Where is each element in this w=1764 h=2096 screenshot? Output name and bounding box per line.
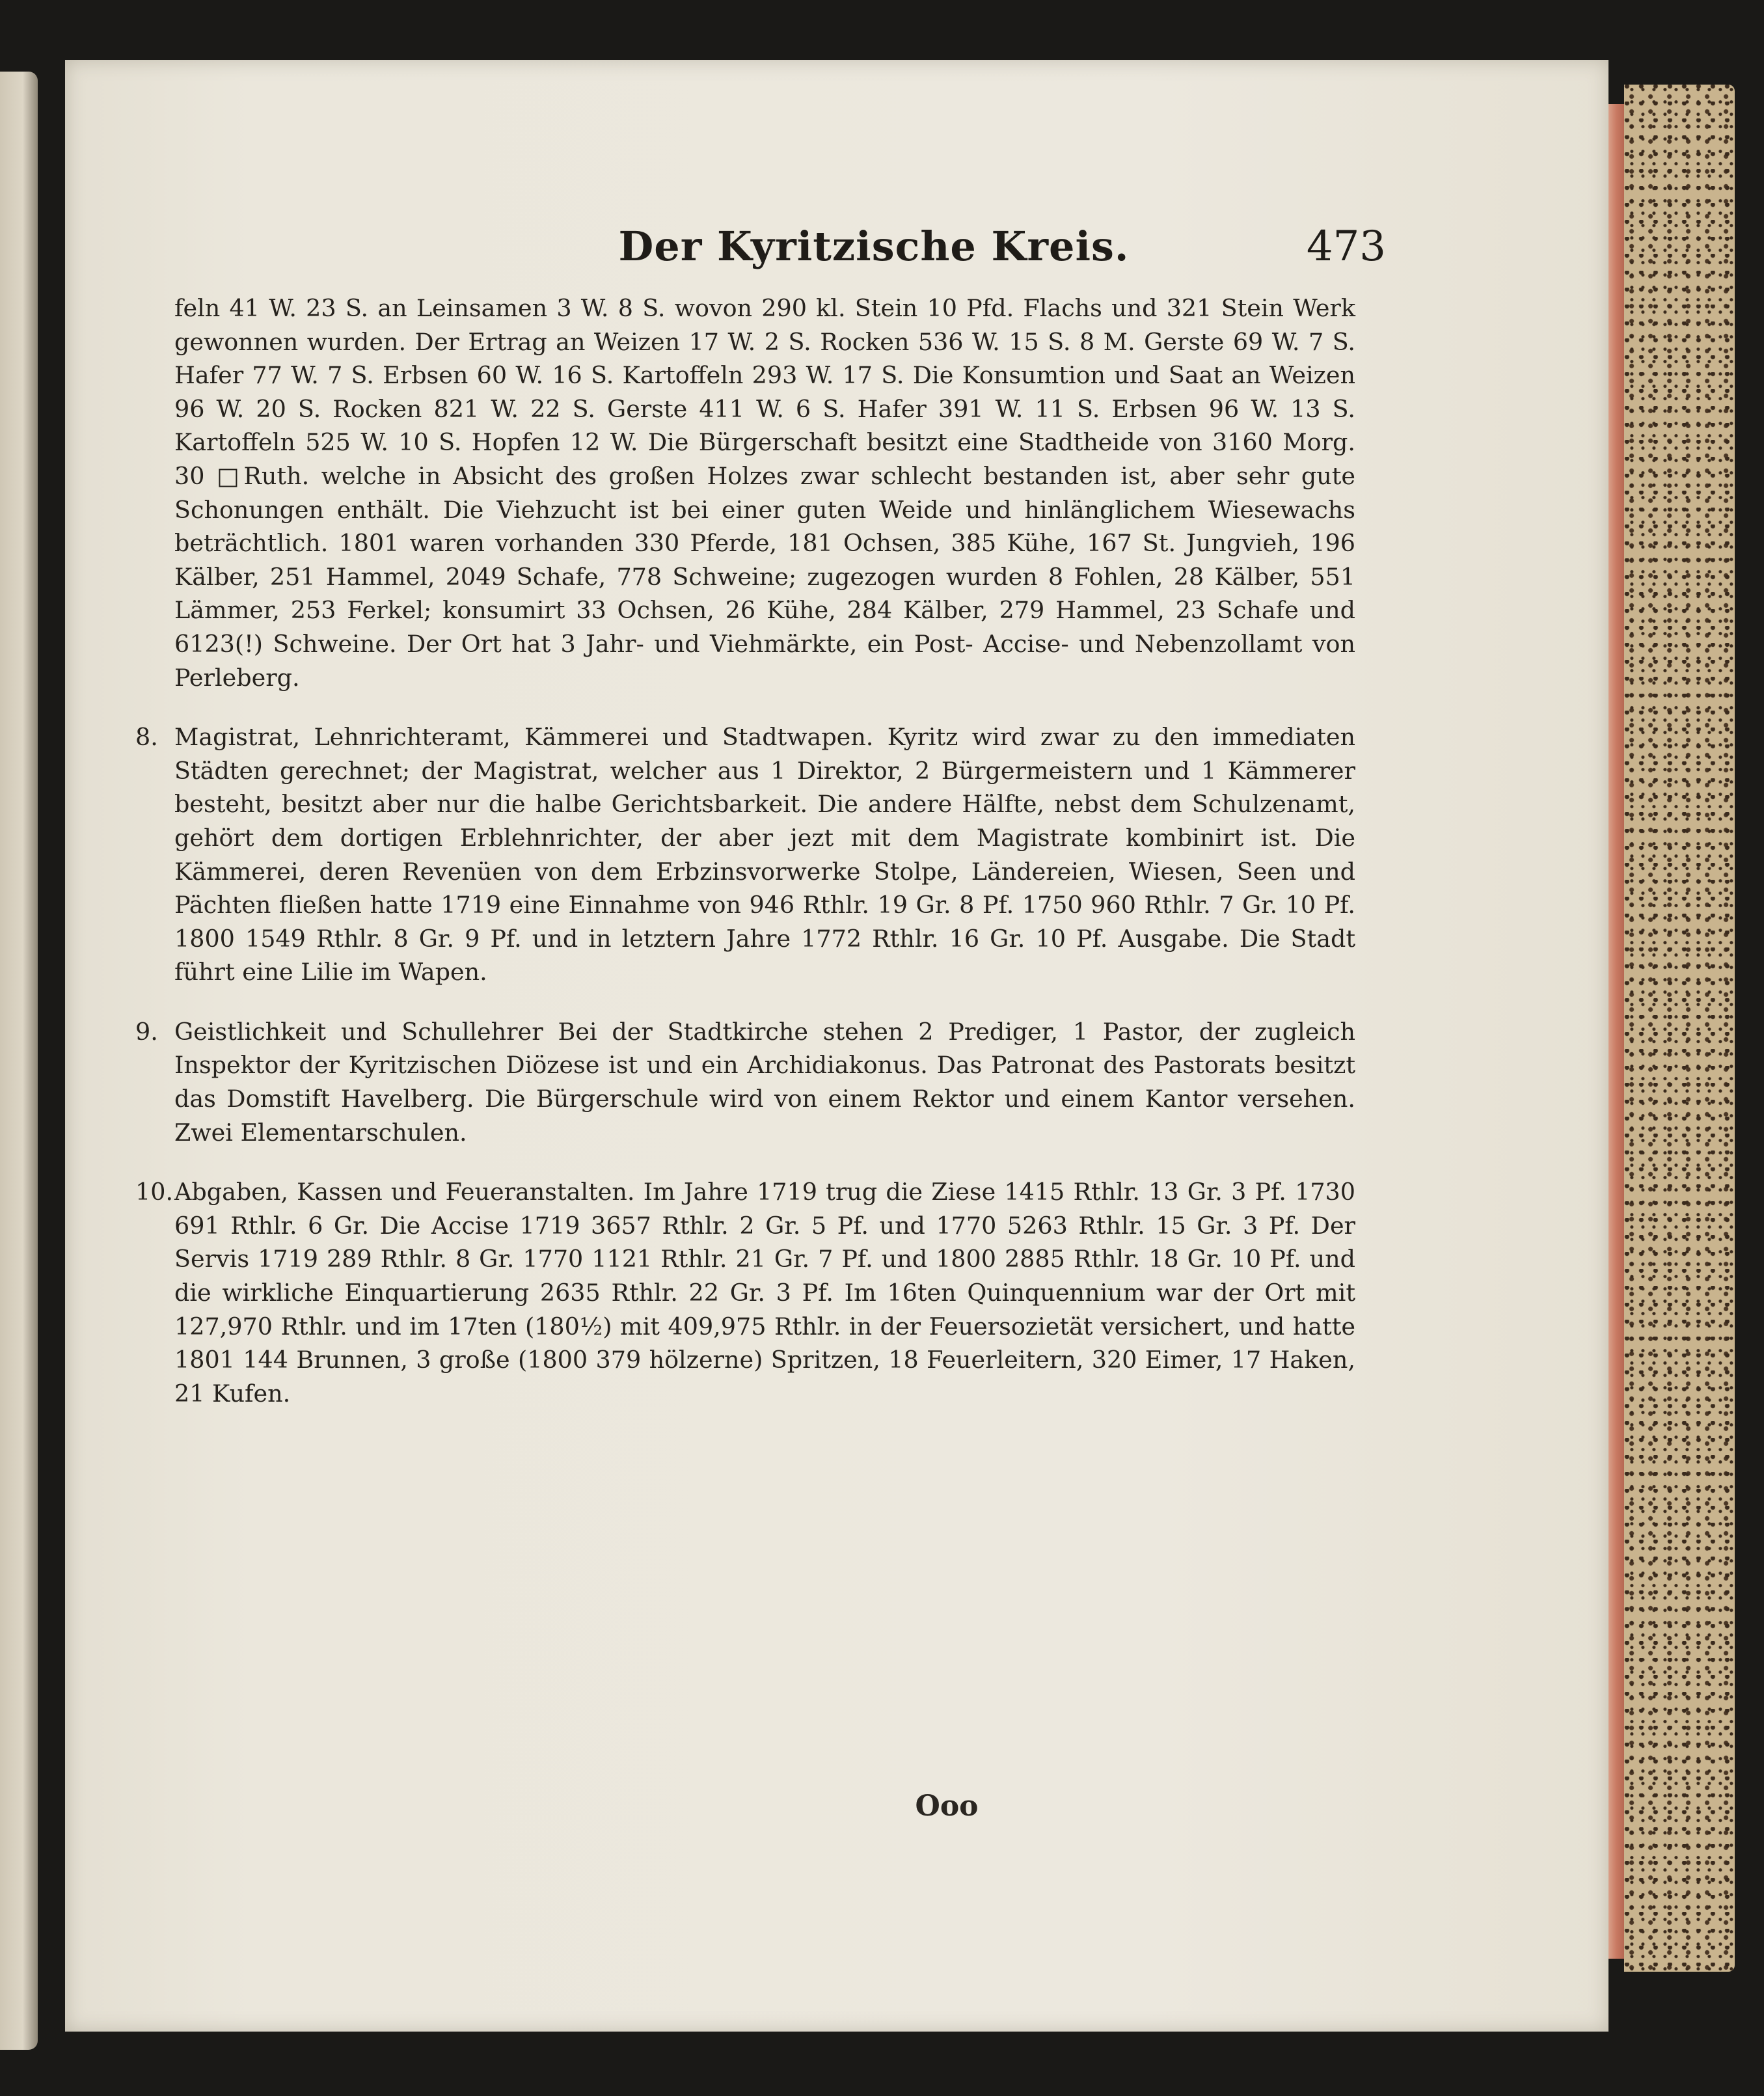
paragraph-continuation <box>174 292 1355 694</box>
body-text <box>135 292 1355 1410</box>
red-page-edge <box>1608 104 1624 1959</box>
section-number: 10. <box>135 1178 174 1206</box>
section-number: 9. <box>135 1017 158 1046</box>
paragraph-text: Magistrat, Lehnrichteramt, Kämmerei und Stadtwapen. Kyritz wird zwar zu den immediaten Städten gerechnet; der Magistrat, welcher aus 1 Direktor, 2 Bürgermeistern und 1 Kämmerer besteht, besitzt aber nur die halbe Gerichtsbarkeit. Die andere Hälfte, nebst dem Schulzenamt, gehört dem dortigen Erblehnrichter, der aber jezt mit dem Magistrate kombinirt ist. Die Kämmerei, deren Revenüen von dem Erbzinsvorwerke Stolpe, Ländereien, Wiesen, Seen und Pächten fließen hatte 1719 eine Einnahme von 946 Rthlr. 19 Gr. 8 Pf. 1750 960 Rthlr. 7 Gr. 10 Pf. 1800 1549 Rthlr. 8 Gr. 9 Pf. und in letztern Jahre 1772 Rthlr. 16 Gr. 10 Pf. Ausgabe. Die Stadt führt eine Lilie im Wapen. <box>174 723 1355 987</box>
left-page-edge <box>0 72 38 2050</box>
marbled-cover <box>1624 85 1735 1972</box>
paragraph-text: feln 41 W. 23 S. an Leinsamen 3 W. 8 S. wovon 290 kl. Stein 10 Pfd. Flachs und 321 Stein Werk gewonnen wurden. Der Ertrag an Weizen 17 W. 2 S. Rocken 536 W. 15 S. 8 M. Gerste 69 W. 7 S. Hafer 77 W. 7 S. Erbsen 60 W. 16 S. Kartoffeln 293 W. 17 S. Die Konsumtion und Saat an Weizen 96 W. 20 S. Rocken 821 W. 22 S. Gerste 411 W. 6 S. Hafer 391 W. 11 S. Erbsen 96 W. 13 S. Kartoffeln 525 W. 10 S. Hopfen 12 W. Die Bürgerschaft besitzt eine Stadtheide von 3160 Morg. 30 □Ruth. welche in Absicht des großen Holzes zwar schlecht bestanden ist, aber sehr gute Schonungen enthält. Die Viehzucht ist bei einer guten Weide und hinlänglichem Wiesewachs beträchtlich. 1801 waren vorhanden 330 Pferde, 181 Ochsen, 385 Kühe, 167 St. Jungvieh, 196 Kälber, 251 Hammel, 2049 Schafe, 778 Schweine; zugezogen wurden 8 Fohlen, 28 Kälber, 551 Lämmer, 253 Ferkel; konsumirt 33 Ochsen, 26 Kühe, 284 Kälber, 279 Hammel, 23 Schafe und 6123(!) Schweine. Der Ort hat 3 Jahr- und Viehmärkte, ein Post- Accise- und Nebenzollamt von Perleberg. <box>174 294 1355 692</box>
section-number: 8. <box>135 723 158 752</box>
paragraph-text: Geistlichkeit und Schullehrer Bei der Stadtkirche stehen 2 Prediger, 1 Pastor, der zugleich Inspektor der Kyritzischen Diözese ist und ein Archidiakonus. Das Patronat des Pastorats besitzt das Domstift Havelberg. Die Bürgerschule wird von einem Rektor und einem Kantor versehen. Zwei Elementarschulen. <box>174 1017 1355 1147</box>
paragraph-9 <box>135 1015 1355 1149</box>
page-header <box>65 223 1608 281</box>
paragraph-10 <box>135 1175 1355 1410</box>
paragraph-8 <box>135 720 1355 989</box>
signature-mark: Ooo <box>915 1790 979 1823</box>
page-number: 473 <box>1306 223 1386 271</box>
paragraph-text: Abgaben, Kassen und Feueranstalten. Im Jahre 1719 trug die Ziese 1415 Rthlr. 13 Gr. 3 Pf. 1730 691 Rthlr. 6 Gr. Die Accise 1719 3657 Rthlr. 2 Gr. 5 Pf. und 1770 5263 Rthlr. 15 Gr. 3 Pf. Der Servis 1719 289 Rthlr. 8 Gr. 1770 1121 Rthlr. 21 Gr. 7 Pf. und 1800 2885 Rthlr. 18 Gr. 10 Pf. und die wirkliche Einquartierung 2635 Rthlr. 22 Gr. 3 Pf. Im 16ten Quinquennium war der Ort mit 127,970 Rthlr. und im 17ten (180½) mit 409,975 Rthlr. in der Feuersozietät versichert, und hatte 1801 144 Brunnen, 3 große (1800 379 hölzerne) Spritzen, 18 Feuerleitern, 320 Eimer, 17 Haken, 21 Kufen. <box>174 1178 1355 1408</box>
running-title: Der Kyritzische Kreis. <box>618 223 1130 270</box>
